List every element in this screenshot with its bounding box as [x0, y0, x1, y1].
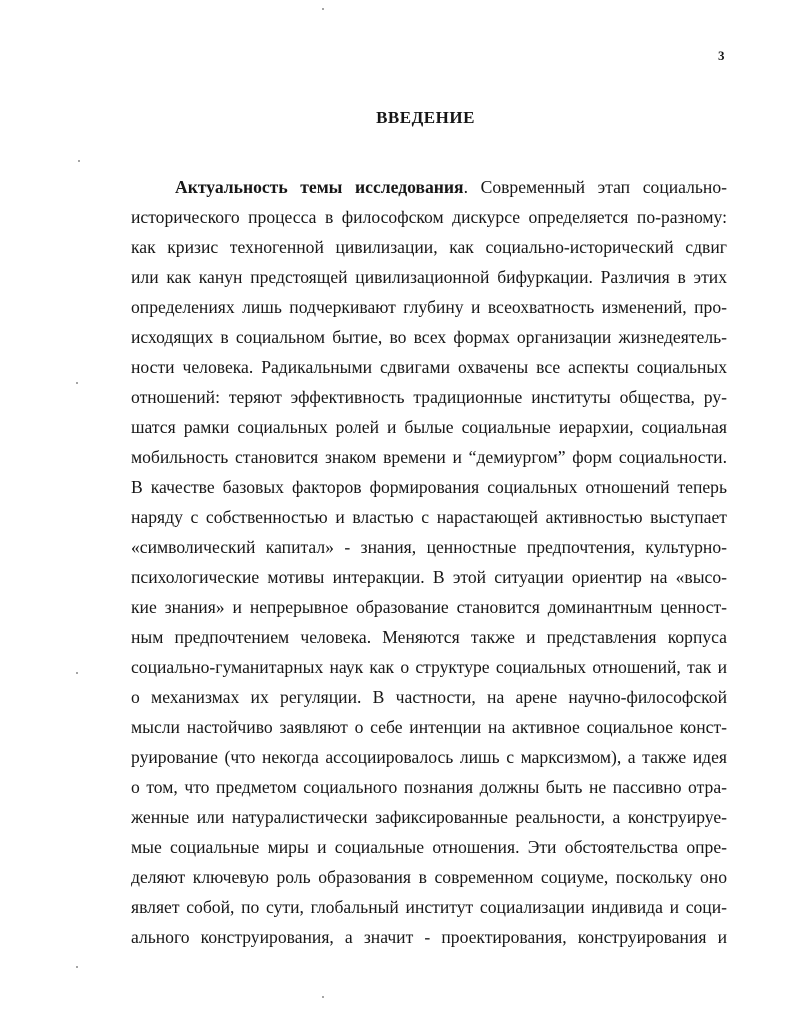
text-line: кие знания» и непрерывное образование становится доминантным ценност- [131, 597, 727, 617]
text-line: ности человека. Радикальными сдвигами охвачены все аспекты социальных [131, 357, 727, 377]
text-line: В качестве базовых факторов формирования социальных отношений теперь [131, 477, 727, 497]
text-line: наряду с собственностью и властью с нарастающей активностью выступает [131, 507, 727, 527]
text-line: как кризис техногенной цивилизации, как социально-исторический сдвиг [131, 237, 727, 257]
text-line: ным предпочтением человека. Меняются также и представления корпуса [131, 627, 727, 647]
text-line: социально-гуманитарных наук как о структуре социальных отношений, так и [131, 657, 727, 677]
scan-speck [322, 8, 324, 10]
page-title: ВВЕДЕНИЕ [376, 108, 475, 127]
text-line: «символический капитал» - знания, ценностные предпочтения, культурно- [131, 537, 727, 557]
text-line: отношений: теряют эффективность традиционные институты общества, ру- [131, 387, 727, 407]
text-line: исторического процесса в философском дискурсе определяется по-разному: [131, 207, 727, 227]
lead-line-rest: . Современный этап социально- [463, 177, 727, 197]
scan-speck [78, 160, 80, 162]
text-line: исходящих в социальном бытие, во всех формах организации жизнедеятель- [131, 327, 727, 347]
text-line: мобильность становится знаком времени и “демиургом” форм социальности. [131, 447, 727, 467]
text-line: или как канун предстоящей цивилизационной бифуркации. Различия в этих [131, 267, 727, 287]
lead-phrase: Актуальность темы исследования [175, 177, 464, 197]
text-line: руирование (что некогда ассоциировалось лишь с марксизмом), а также идея [131, 747, 727, 767]
text-line: являет собой, по сути, глобальный институт социализации индивида и соци- [131, 897, 727, 917]
scan-speck [322, 996, 324, 998]
page-number: 3 [718, 48, 725, 63]
text-line: мые социальные миры и социальные отношения. Эти обстоятельства опре- [131, 837, 727, 857]
text-line: о том, что предметом социального познания должны быть не пассивно отра- [131, 777, 727, 797]
scan-speck [76, 966, 78, 968]
text-line: о механизмах их регуляции. В частности, на арене научно-философской [131, 687, 727, 707]
text-line [131, 172, 727, 202]
text-line: ального конструирования, а значит - проектирования, конструирования и [131, 927, 727, 947]
text-line: психологические мотивы интеракции. В этой ситуации ориентир на «высо- [131, 567, 727, 587]
text-line: женные или натуралистически зафиксированные реальности, а конструируе- [131, 807, 727, 827]
text-line: шатся рамки социальных ролей и былые социальные иерархии, социальная [131, 417, 727, 437]
scan-speck [76, 672, 78, 674]
text-line: определениях лишь подчеркивают глубину и всеохватность изменений, про- [131, 297, 727, 317]
text-line: мысли настойчиво заявляют о себе интенции на активное социальное конст- [131, 717, 727, 737]
scan-speck [76, 382, 78, 384]
body-text [131, 172, 727, 952]
text-line: деляют ключевую роль образования в современном социуме, поскольку оно [131, 867, 727, 887]
